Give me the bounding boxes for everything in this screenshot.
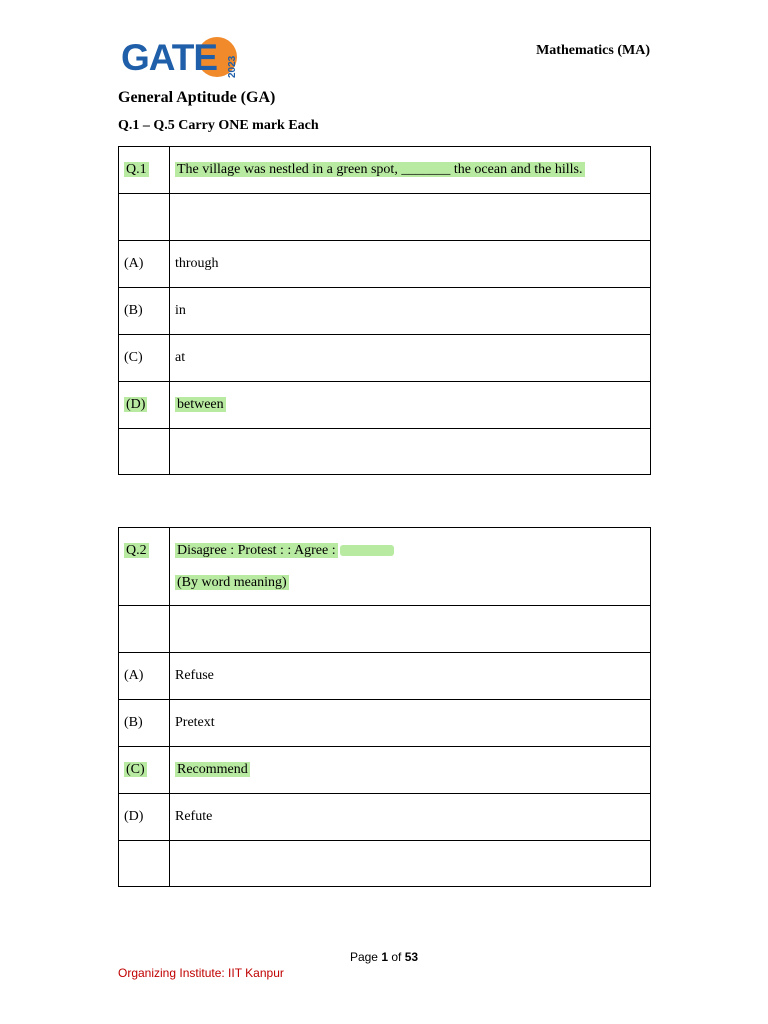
option-row <box>119 241 651 288</box>
option-text: through <box>170 241 651 288</box>
page-total: 53 <box>404 950 419 964</box>
question-hint: (By word meaning) <box>177 575 287 590</box>
option-text: Refute <box>170 794 651 841</box>
page-of: of <box>391 950 402 964</box>
page-number <box>0 950 768 964</box>
option-label: (A) <box>119 241 170 288</box>
option-row <box>119 700 651 747</box>
option-text: Pretext <box>170 700 651 747</box>
logo-year: 2023 <box>227 55 238 78</box>
blank-row <box>119 429 651 475</box>
page-label: Page <box>349 950 378 964</box>
question-number: Q.2 <box>126 543 147 558</box>
question-text: The village was nestled in a green spot, _______ the ocean and the hills. <box>177 162 583 177</box>
option-row-answer <box>119 747 651 794</box>
option-label: (B) <box>119 700 170 747</box>
option-row-answer <box>119 382 651 429</box>
blank-row <box>119 194 651 241</box>
section-subtitle: Q.1 – Q.5 Carry ONE mark Each <box>118 118 319 133</box>
gate-logo <box>121 36 237 80</box>
option-text: in <box>170 288 651 335</box>
subject-title: Mathematics (MA) <box>536 43 650 58</box>
option-text: Recommend <box>177 762 248 777</box>
blank-row <box>119 841 651 887</box>
question-row <box>119 147 651 194</box>
question-text: Disagree : Protest : : Agree : <box>177 543 336 558</box>
option-row <box>119 653 651 700</box>
section-title: General Aptitude (GA) <box>118 89 276 106</box>
option-text: between <box>177 397 224 412</box>
answer-blank <box>340 545 394 556</box>
option-label: (D) <box>126 397 146 412</box>
option-row <box>119 794 651 841</box>
page-current: 1 <box>381 950 388 964</box>
question-table-2 <box>118 527 651 887</box>
organizing-institute: Organizing Institute: IIT Kanpur <box>118 966 284 980</box>
option-label: (A) <box>119 653 170 700</box>
option-label: (C) <box>119 335 170 382</box>
question-row <box>119 528 651 606</box>
option-label: (B) <box>119 288 170 335</box>
option-text: Refuse <box>170 653 651 700</box>
option-row <box>119 288 651 335</box>
blank-row <box>119 606 651 653</box>
option-label: (D) <box>119 794 170 841</box>
option-row <box>119 335 651 382</box>
option-label: (C) <box>126 762 145 777</box>
question-table-1 <box>118 146 651 475</box>
logo-text: GATE <box>121 37 218 78</box>
option-text: at <box>170 335 651 382</box>
question-number: Q.1 <box>126 162 147 177</box>
